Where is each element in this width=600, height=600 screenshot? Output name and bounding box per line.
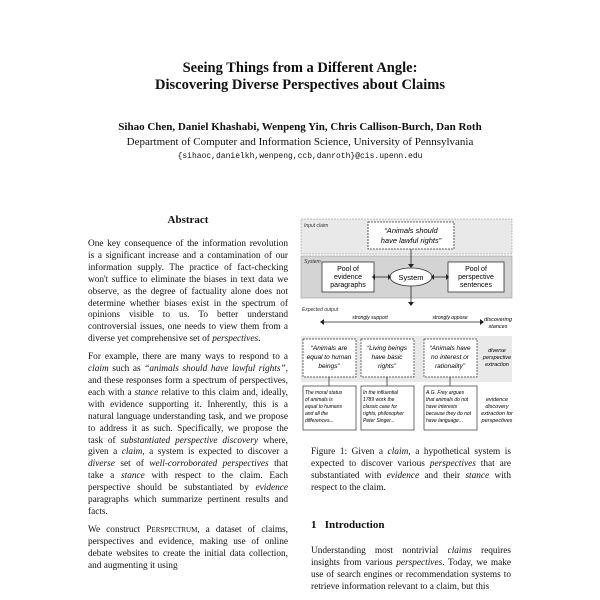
- left-column: [88, 214, 288, 578]
- svg-text:The moral status: The moral status: [305, 390, 343, 396]
- svg-text:extraction: extraction: [485, 362, 509, 368]
- expected-output-label: Expected output: [302, 307, 339, 313]
- stance-right-label: strongly oppose: [432, 315, 468, 321]
- evidence-pool-line-3: paragraphs: [330, 282, 366, 289]
- svg-text:A.G. Frey argues: A.G. Frey argues: [426, 390, 465, 396]
- svg-text:have interests: have interests: [426, 404, 458, 410]
- claim-text-1: “Animals should: [384, 226, 438, 235]
- perspective-pool-line-1: Pool of: [465, 266, 487, 273]
- svg-text:rights, philosopher: rights, philosopher: [363, 411, 404, 417]
- title-line-1: Seeing Things from a Different Angle:: [182, 60, 418, 76]
- perspective-pool-line-3: sentences: [460, 282, 492, 289]
- svg-text:no interest or: no interest or: [431, 354, 469, 361]
- stance-left-label: strongly support: [352, 315, 388, 321]
- evidence-pool-line-1: Pool of: [337, 266, 359, 273]
- svg-text:differences...: differences...: [305, 418, 334, 424]
- svg-text:because they do not: because they do not: [426, 411, 472, 417]
- svg-text:In the influential: In the influential: [363, 390, 399, 396]
- claim-text-2: have lawful rights”: [380, 236, 442, 245]
- introduction-paragraph: Understanding most nontrivial claims requires insights from various perspectives. Today, we make use of search engines or recommendation systems to retrieve information relevant to a claim, but this: [311, 546, 511, 592]
- svg-text:and all the: and all the: [305, 411, 329, 417]
- introduction-heading: 1 Introduction: [311, 519, 385, 531]
- abstract-paragraph-2: For example, there are many ways to respond to a claim such as “animals should have lawful rights”, and these responses form a spectrum of perspectives, each with a stance relative to this claim and, ideally, with evidence supporting it. Inherently, this is a natural language understanding task, and we propose to address it as such. Specifically, we propose the task of substantiated perspective discovery where, given a claim, a system is expected to discover a diverse set of well-corroborated perspectives that take a stance with respect to the claim. Each perspective should be substantiated by evidence paragraphs which summarize pertinent results and facts.: [88, 352, 289, 517]
- svg-text:of animals is: of animals is: [305, 397, 333, 403]
- svg-text:have language...: have language...: [426, 418, 463, 424]
- svg-text:equal to humans: equal to humans: [305, 404, 342, 410]
- system-region-label: System: [304, 259, 321, 265]
- discovering-stances-1: discovering: [484, 317, 512, 323]
- figure-1: [300, 218, 513, 438]
- svg-text:discovery: discovery: [485, 404, 509, 410]
- affiliation: Department of Computer and Information Science, University of Pennsylvania: [126, 136, 474, 148]
- svg-text:extraction for: extraction for: [481, 411, 513, 417]
- svg-text:equal to human: equal to human: [306, 354, 352, 361]
- svg-text:diverse: diverse: [488, 348, 506, 354]
- svg-text:“Animals are: “Animals are: [310, 345, 348, 352]
- abstract-paragraph-1: One key consequence of the information revolution is a significant increase and a contamination of our information supply. The practice of fact-checking won't suffice to eliminate the biases in text data we observe, as the degree of factuality alone does not determine whether biases exist in the spectrum of opinions visible to us. To better understand controversial issues, one needs to view them from a diverse yet comprehensive set of perspectives.: [88, 239, 288, 345]
- svg-text:“Animals have: “Animals have: [429, 345, 471, 352]
- svg-text:that animals do not: that animals do not: [426, 397, 469, 403]
- email-addresses: {sihaoc,danielkh,wenpeng,ccb,danroth}@cis.upenn.edu: [177, 152, 423, 161]
- figure-caption: Figure 1: Given a claim, a hypothetical system is expected to discover various perspectives that are substantiated with evidence and their stance with respect to the claim.: [311, 447, 512, 493]
- abstract-heading: Abstract: [167, 214, 209, 226]
- svg-text:beings”: beings”: [318, 363, 340, 370]
- author-list: Sihao Chen, Daniel Khashabi, Wenpeng Yin, Chris Callison-Burch, Dan Roth: [118, 121, 482, 133]
- svg-text:1789 work the: 1789 work the: [363, 397, 395, 403]
- svg-text:rights”: rights”: [377, 363, 397, 370]
- svg-text:rationality”: rationality”: [435, 363, 465, 370]
- evidence-pool-line-2: evidence: [333, 274, 363, 281]
- paper-title: [0, 60, 600, 94]
- perspective-pool-line-2: perspective: [458, 274, 494, 281]
- svg-text:perspective: perspective: [482, 355, 512, 361]
- svg-text:Peter Singer...: Peter Singer...: [363, 418, 395, 424]
- discovering-stances-2: stances: [488, 324, 508, 330]
- abstract-paragraph-3: We construct Perspectrum, a dataset of claims, perspectives and evidence, making use of online debate websites to create the initial data collection, and augmenting it using: [88, 524, 288, 571]
- system-text: System: [398, 273, 424, 282]
- title-line-2: Discovering Diverse Perspectives about Claims: [155, 77, 445, 93]
- svg-text:classic case for: classic case for: [363, 404, 398, 410]
- svg-text:have basic: have basic: [371, 354, 403, 361]
- svg-text:evidence: evidence: [485, 397, 509, 403]
- svg-text:“Living beings: “Living beings: [366, 345, 408, 352]
- svg-text:perspectives: perspectives: [481, 418, 513, 424]
- input-claim-label: Input claim: [304, 223, 329, 229]
